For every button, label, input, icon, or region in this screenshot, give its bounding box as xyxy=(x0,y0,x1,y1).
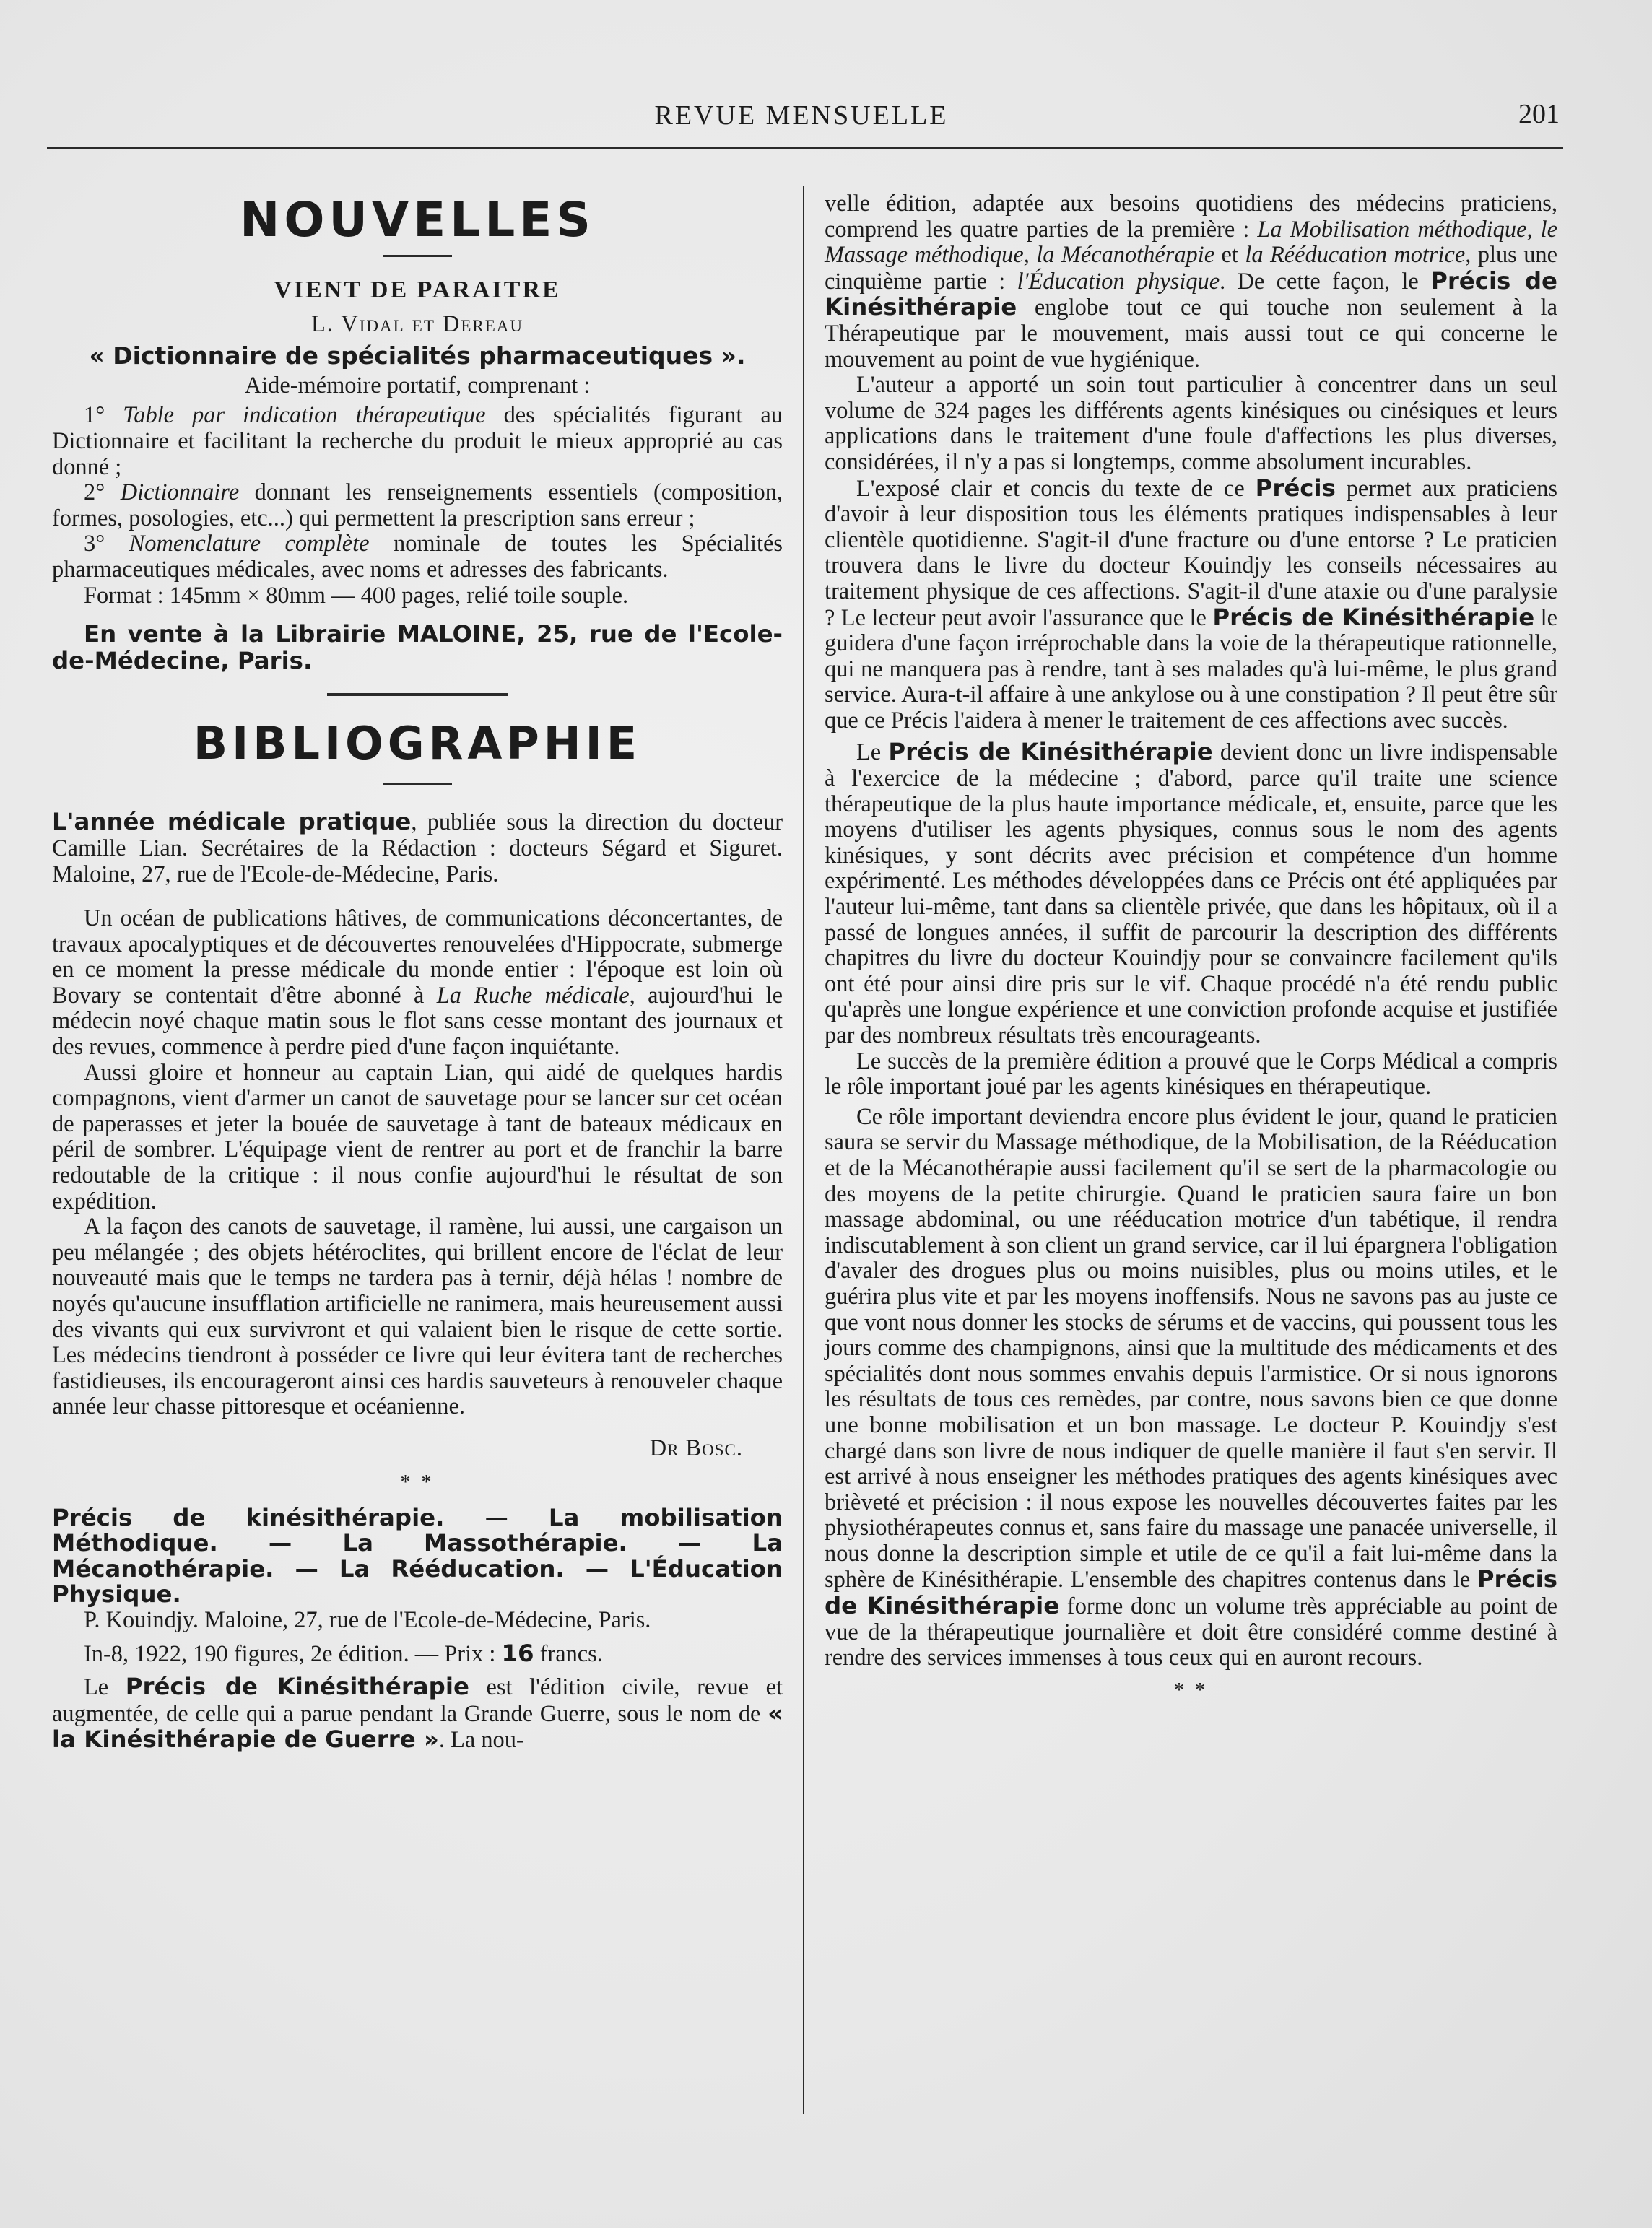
sale-text-b: , 25, rue de l'Ecole-de-Médecine, Paris. xyxy=(52,620,783,674)
right-paragraph-1 xyxy=(825,191,1557,373)
dictionary-title: « Dictionnaire de spécialités pharmaceutiques ». xyxy=(89,341,746,370)
precis-publisher: P. Kouindjy. Maloine, 27, rue de l'Ecole-de-Médecine, Paris. xyxy=(84,1606,651,1633)
item-emphasis: Nomenclature complète xyxy=(129,531,370,557)
item-text: donnant les renseignements essentiels (composition, formes, posologies, etc...) qui permettent la prescription sans erreur ; xyxy=(52,479,783,531)
item-number: 3° xyxy=(84,531,105,557)
asterism-divider: * * xyxy=(400,1471,435,1494)
review-text: , aujourd'hui le médecin noyé chaque matin sous le flot sans cesse montant des journaux et des revues, commence à perdre pied d'une façon inquiétante. xyxy=(52,982,783,1061)
italic-text: l'Éducation physique xyxy=(1017,268,1220,295)
precis-name: Précis de Kinésithérapie xyxy=(125,1673,469,1701)
right-column xyxy=(825,191,1557,1713)
list-item-3 xyxy=(52,531,783,583)
review-signature: Dr Bosc. xyxy=(649,1435,743,1461)
list-item-2 xyxy=(52,480,783,531)
italic-text: La Mobilisation méthodique, le Massage méthodique, la Mécanothérapie xyxy=(825,216,1557,269)
left-column xyxy=(52,191,783,1754)
body-text: devient donc un livre indispensable à l'exercice de la médecine ; d'abord, parce qu'il traite une science thérapeutique de la plus haute importance médicale, et, ensuite, parce que les moyens d'utiliser les agents physiques, connus sous le nom des agents kinésiques, y sont décrits avec précision et compétence d'un homme expérimenté. Les méthodes développées dans ce Précis ont été appliquées par l'auteur lui-même, tant dans sa clientèle privée, que dans les hôpitaux, où il a passé de longues années, il suffit de parcourir la description des différents chapitres du livre du docteur Kouindjy pour se convaincre facilement qu'ils ont été pour ainsi dire pris sur le vif. Chaque procédé n'a été rendu public qu'après une longue expérience et une conviction profonde acquise et justifiée par des nombreux résultats très encourageants. xyxy=(825,739,1557,1048)
body-text: englobe tout ce qui touche non seulement à la Thérapeutique par le mouvement, mais aussi tout ce qui concerne le mouvement au point de vue hygiénique. xyxy=(825,295,1557,373)
section-rule xyxy=(327,693,508,696)
precis-info-text: In-8, 1922, 190 figures, 2e édition. — Prix : xyxy=(84,1640,502,1667)
right-paragraph-5: Le succès de la première édition a prouvé que le Corps Médical a compris le rôle important joué par les agents kinésiques en thérapeutique. xyxy=(825,1048,1557,1100)
precis-name: Précis de Kinésithérapie xyxy=(888,738,1213,766)
precis-info-text: francs. xyxy=(534,1640,603,1667)
body-text: , plus une cinquième partie : xyxy=(825,242,1557,295)
body-text: . La nou- xyxy=(438,1727,524,1754)
war-edition-name: « la Kinésithérapie de Guerre » xyxy=(52,1699,783,1754)
sale-text-a: En vente à la Librairie xyxy=(84,620,397,648)
sale-publisher: MALOINE xyxy=(396,620,517,648)
heading-rule xyxy=(383,783,452,785)
right-paragraph-2: L'auteur a apporté un soin tout particulier à concentrer dans un seul volume de 324 pages les différents agents kinésiques ou cinésiques et leurs applications dans le traitement d'une foule d'affections les plus diverses, considérées, il n'y a pas si longtemps, comme absolument incurables. xyxy=(825,372,1557,475)
item-number: 2° xyxy=(84,479,105,506)
italic-text: la Rééducation motrice xyxy=(1245,242,1466,269)
item-emphasis: Table par indication thérapeutique xyxy=(123,402,486,429)
vient-de-paraitre-heading: VIENT DE PARAITRE xyxy=(274,277,561,303)
book-authors: L. Vidal et Dereau xyxy=(310,310,524,337)
review-paragraph-2: Aussi gloire et honneur au captain Lian, qui aidé de quelques hardis compagnons, vient d'armer un canot de sauvetage pour se lancer sur cet océan de paperasses et jeter la bouée de sauvetage à tant de bateaux médicaux en péril de sombrer. L'équipage vient de rentrer au port et de franchir la barre redoutable de la critique : il nous confie aujourd'hui le résultat de son expédition. xyxy=(52,1059,783,1214)
nouvelles-heading: NOUVELLES xyxy=(240,192,595,248)
page-number: 201 xyxy=(1518,99,1560,129)
precis-price: 16 xyxy=(501,1639,534,1667)
body-text: . De cette façon, le xyxy=(1220,268,1431,295)
body-text: Ce rôle important deviendra encore plus évident le jour, quand le praticien saura se servir du Massage méthodique, de la Mobilisation, de la Rééducation et de la Mécanothérapie aussi facilement qu'il se sert de la pharmacologie ou des moyens de la petite chirurgie. Quand le praticien saura faire un bon massage abdominal, ou une rééducation motrice d'un tabétique, il rendra indiscutablement à son client un grand service, car il lui épargnera l'obligation d'avaler des drogues plus ou moins nuisibles, plus ou moins utiles, et le guérira plus vite et par les moyens inoffensifs. Nous ne savons pas au juste ce que vont nous donner les stocks de sérums et de vaccins, qui poussent tous les jours comme des champignons, ainsi que la multitude des médicaments et des spécialités dont nous sommes envahis depuis l'armistice. Or si nous ignorons les résultats de tous ces remèdes, par contre, nous savons bien ce que donne une bonne mobilisation et un bon massage. Le docteur P. Kouindjy s'est chargé dans son livre de nous indiquer de quelle manière il faut s'en servir. Il est arrivé à nous enseigner les méthodes pratiques des agents kinésiques avec brièveté et précision : il nous expose les nouvelles découvertes faites par les physiothérapeutes connus et, sans faire du massage une panacée universelle, il nous donne la description simple et utile de ce qu'il a fait lui-même dans la sphère de Kinésithérapie. L'ensemble des chapitres contenus dans le xyxy=(825,1103,1557,1593)
body-text: Le xyxy=(84,1674,126,1701)
review-paragraph-1 xyxy=(52,906,783,1061)
precis-name: Précis de Kinésithérapie xyxy=(825,266,1557,321)
body-text: Le xyxy=(856,739,889,766)
annee-title: L'année médicale pratique xyxy=(52,808,412,836)
page-header xyxy=(43,94,1560,152)
format-line: Format : 145mm × 80mm — 400 pages, relié toile souple. xyxy=(84,582,629,609)
annee-details: , publiée sous la direction du docteur Camille Lian. Secrétaires de la Rédaction : docteurs Ségard et Siguret. Maloine, 27, rue de l'Ecole-de-Médecine, Paris. xyxy=(52,809,783,887)
body-text: et xyxy=(1214,242,1245,269)
review-text: Un océan de publications hâtives, de communications déconcertantes, de travaux apocalyptiques et de découvertes renouvelées d'Hippocrate, submerge en ce moment la presse médicale du monde entier : l'époque est loin où Bovary se contentait d'être abonné à xyxy=(52,905,783,1009)
body-text: est l'édition civile, revue et augmentée, de celle qui a parue pendant la Grande Guerre, sous le nom de xyxy=(52,1674,783,1727)
precis-name: Précis de Kinésithérapie xyxy=(825,1565,1557,1620)
right-paragraph-3 xyxy=(825,476,1557,734)
running-title: REVUE MENSUELLE xyxy=(654,100,949,131)
precis-title: Précis de kinésithérapie. — La mobilisation Méthodique. — La Massothérapie. — La Mécanothérapie. — La Rééducation. — L'Éducation Physique. xyxy=(52,1503,783,1609)
journal-title: La Ruche médicale xyxy=(436,982,630,1009)
item-text: nominale de toutes les Spécialités pharmaceutiques médicales, avec noms et adresses des fabricants. xyxy=(52,531,783,583)
item-number: 1° xyxy=(84,402,105,429)
header-rule xyxy=(47,147,1563,149)
right-paragraph-4 xyxy=(825,739,1557,1048)
item-emphasis: Dictionnaire xyxy=(120,479,240,506)
body-text: permet aux praticiens d'avoir à leur disposition tous les éléments pratiques indispensables à leur clientèle quotidienne. S'agit-il d'une fracture ou d'une entorse ? Le praticien trouvera dans le livre du docteur Kouindjy les conseils nécessaires au traitement physique de ces affections. S'agit-il d'une ataxie ou d'une paralysie ? Le lecteur peut avoir l'assurance que le xyxy=(825,475,1557,631)
body-text: forme donc un volume très appréciable au point de vue de la thérapeutique journalière et doit être considéré comme destiné à rendre des services immenses à tous ceux qui en auront recours. xyxy=(825,1593,1557,1671)
heading-rule xyxy=(383,255,452,257)
bibliographie-heading: BIBLIOGRAPHIE xyxy=(193,717,642,770)
right-paragraph-6 xyxy=(825,1105,1557,1671)
item-text: des spécialités figurant au Dictionnaire et facilitant la recherche du produit le mieux approprié au cas donné ; xyxy=(52,402,783,480)
body-text: velle édition, adaptée aux besoins quotidiens des médecins praticiens, comprend les quatre parties de la première : xyxy=(825,191,1557,243)
body-text: le guidera d'une façon irréprochable dans la voie de la thérapeutique rationnelle, qui ne manquera pas à rendre, tant à ses malades qu'à lui-même, le plus grand service. Aura-t-il affaire à une ankylose ou à une constipation ? Il peut être sûr que ce Précis l'aidera à mener le traitement de ces affections avec succès. xyxy=(825,604,1557,734)
column-divider xyxy=(803,186,804,2114)
list-item-1 xyxy=(52,403,783,480)
asterism-divider: * * xyxy=(1174,1679,1208,1702)
precis-info xyxy=(52,1641,783,1668)
precis-name: Précis xyxy=(1255,474,1336,502)
sale-info xyxy=(52,622,783,674)
aide-memoire-line: Aide-mémoire portatif, comprenant : xyxy=(244,372,591,399)
annee-medicale-entry xyxy=(52,809,783,887)
spacer xyxy=(52,887,783,906)
body-text: L'exposé clair et concis du texte de ce xyxy=(856,475,1256,502)
precis-name: Précis de Kinésithérapie xyxy=(1212,603,1535,631)
precis-intro-paragraph xyxy=(52,1674,783,1754)
review-paragraph-3: A la façon des canots de sauvetage, il ramène, lui aussi, une cargaison un peu mélangée ; des objets hétéroclites, qui brillent encore de l'éclat de leur nouveauté mais que le temps ne tardera pas à ternir, déjà hélas ! nombre de noyés qu'aucune insufflation artificielle ne ranimera, mais heureusement aussi des vivants qui eux survivront et qui valaient bien le risque de cette sortie. Les médecins tiendront à posséder ce livre qui leur évitera tant de recherches fastidieuses, ils encourageront ainsi ces hardis sauveteurs à renouveler chaque année leur chasse pittoresque et océanienne. xyxy=(52,1214,783,1420)
